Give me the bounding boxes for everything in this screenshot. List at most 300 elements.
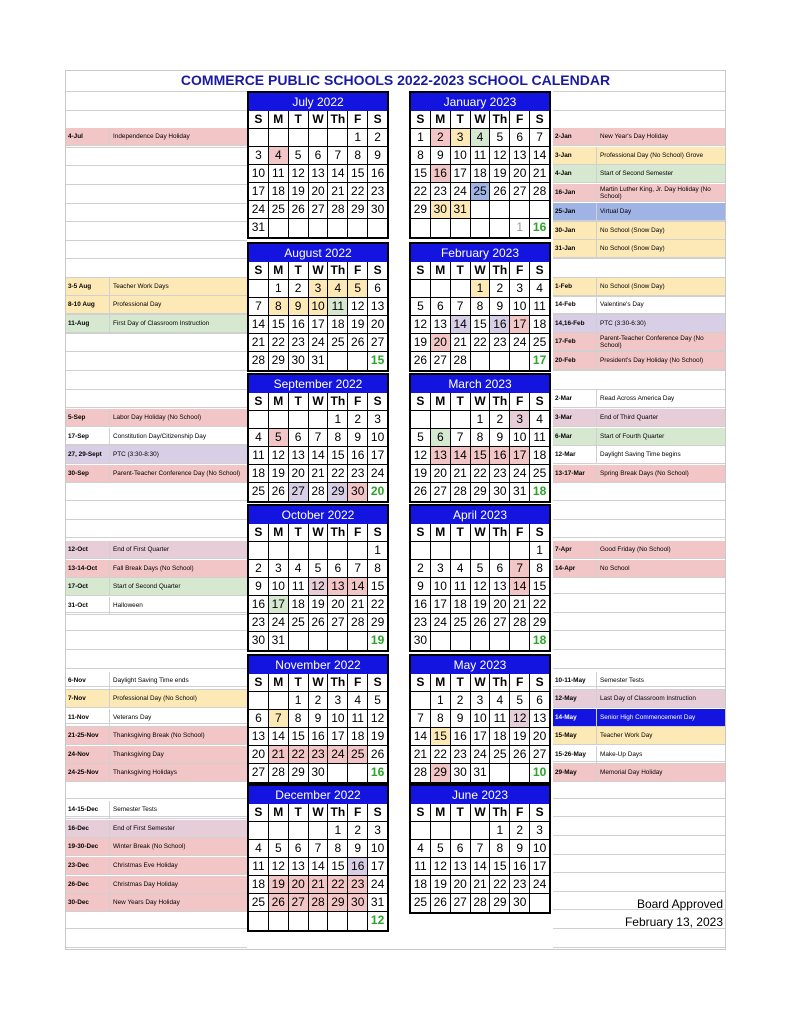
month-header: December 2022 [249,786,387,804]
left-event-row [66,764,247,782]
day-cell [309,129,329,147]
day-cell: 26 [471,614,491,632]
day-cell: 17 [451,165,471,183]
grid-line [66,165,247,166]
day-cell: 29 [348,201,368,219]
month-calendar [409,242,551,372]
instruction-day-count: 15 [370,353,385,367]
day-cell [249,129,269,147]
day-cell [490,201,510,219]
day-cell: 18 [269,183,289,201]
week-row [411,542,549,560]
day-cell: 1 [328,411,348,429]
day-cell: 24 [328,746,348,764]
event-date: 17-Feb [553,333,597,350]
event-description: Christmas Day Holiday [113,881,178,888]
right-event-row [553,409,725,427]
day-cell [490,219,510,237]
right-event-row [553,560,725,578]
event-date: 14-Feb [553,296,597,313]
day-cell: 29 [328,483,348,501]
day-cell: 19 [471,596,491,614]
day-cell: 9 [451,710,471,728]
day-cell [289,912,309,930]
event-date: 27, 29-Sept [66,446,110,463]
day-cell: 4 [269,147,289,165]
day-cell [490,542,510,560]
left-event-row [66,128,247,146]
grid-line [553,947,725,948]
day-cell: 26 [411,352,431,370]
event-description: End of First Semester [113,825,175,832]
day-cell: 21 [328,183,348,201]
week-row [249,147,387,165]
day-cell: 22 [289,746,309,764]
grid-line [66,370,247,371]
day-cell: 9 [490,429,510,447]
day-cell [431,632,451,650]
day-cell: 25 [289,614,309,632]
day-cell: 31 [368,894,387,912]
left-event-row [66,727,247,745]
instruction-day-count: 16 [370,765,385,779]
weekday-label: Th [490,111,510,129]
day-cell [328,912,348,930]
week-row [249,447,387,465]
event-description: Martin Luther King, Jr. Day Holiday (No School) [600,185,711,200]
day-cell: 26 [368,746,387,764]
day-cell: 30 [348,894,368,912]
week-row [249,746,387,764]
right-event-row [553,390,725,408]
day-cell: 29 [328,894,348,912]
month-header: September 2022 [249,375,387,393]
day-cell: 13 [289,858,309,876]
day-cell [328,219,348,237]
event-date: 3-5 Aug [66,278,110,295]
month-header: June 2023 [411,786,549,804]
day-cell [348,352,368,370]
day-cell: 23 [490,334,510,352]
day-cell: 3 [368,411,387,429]
day-cell: 19 [510,728,530,746]
event-date: 7-Apr [553,541,597,558]
week-row [249,165,387,183]
day-cell [328,764,348,782]
right-event-row [553,465,725,483]
weekday-header-row [411,524,549,542]
day-cell: 1 [530,542,549,560]
day-cell: 10 [368,429,387,447]
day-cell: 13 [368,298,387,316]
day-cell: 5 [348,280,368,298]
weekday-label: T [289,524,309,542]
week-row [249,352,387,370]
day-cell: 21 [530,165,549,183]
week-row [249,632,387,650]
day-cell: 27 [431,352,451,370]
day-cell: 21 [249,334,269,352]
day-cell: 25 [530,465,549,483]
day-cell: 30 [289,352,309,370]
day-cell: 14 [411,728,431,746]
left-event-row [66,746,247,764]
day-cell: 9 [431,147,451,165]
day-cell [471,201,491,219]
day-cell: 23 [249,614,269,632]
day-cell: 11 [328,298,348,316]
day-cell: 18 [411,876,431,894]
right-event-row [553,315,725,333]
instruction-day-count: 20 [370,484,385,498]
day-cell: 18 [348,728,368,746]
event-date: 14-Apr [553,560,597,577]
month-calendar [247,242,389,372]
weekday-label: M [269,393,289,411]
month-calendar [409,504,551,652]
day-cell: 16 [348,858,368,876]
day-cell: 1 [289,692,309,710]
day-cell: 3 [530,822,549,840]
day-cell: 26 [289,201,309,219]
weekday-label: T [289,262,309,280]
day-cell: 25 [451,614,471,632]
weekday-label: S [411,524,431,542]
weekday-label: T [451,111,471,129]
weekday-header-row [411,393,549,411]
event-description: Teacher Work Day [600,732,653,739]
day-cell: 19 [289,183,309,201]
day-cell: 15 [368,578,387,596]
week-row [249,560,387,578]
day-cell: 26 [411,483,431,501]
day-cell [411,219,431,237]
weekday-label: F [348,524,368,542]
day-cell: 24 [309,334,329,352]
day-cell [368,219,387,237]
day-cell [510,542,530,560]
day-cell: 6 [451,840,471,858]
weekday-label: F [510,524,530,542]
right-event-row [553,352,725,370]
day-cell: 25 [471,183,491,201]
day-cell: 13 [289,447,309,465]
day-cell: 3 [431,560,451,578]
weekday-label: F [510,262,530,280]
day-cell: 23 [451,746,471,764]
day-cell: 2 [348,822,368,840]
grid-line [553,612,725,613]
day-cell: 17 [269,596,289,614]
weekday-label: F [348,674,368,692]
month-header: March 2023 [411,375,549,393]
weekday-label: W [471,524,491,542]
day-cell: 21 [309,465,329,483]
grid-line [66,947,247,948]
day-cell [348,219,368,237]
right-event-row [553,296,725,314]
day-cell: 16 [309,728,329,746]
weekday-label: W [471,674,491,692]
day-cell [451,219,471,237]
week-row [249,858,387,876]
day-cell: 23 [510,876,530,894]
instruction-day-count: 17 [532,353,547,367]
grid-line [553,891,725,892]
week-row [411,201,549,219]
weekday-label: M [431,111,451,129]
day-cell [411,542,431,560]
day-cell: 12 [348,298,368,316]
grid-line [66,630,247,631]
week-row [411,746,549,764]
grid-line [66,110,247,111]
day-cell [269,912,289,930]
day-cell: 28 [451,483,471,501]
weekday-label: W [309,524,329,542]
day-cell: 29 [289,764,309,782]
day-cell: 12 [471,578,491,596]
day-cell: 10 [269,578,289,596]
day-cell: 21 [348,596,368,614]
grid-line [553,630,725,631]
event-description: PTC (3:30-8:30) [113,451,159,458]
day-cell: 26 [269,894,289,912]
week-row [249,280,387,298]
day-cell: 23 [490,465,510,483]
day-cell: 23 [368,183,387,201]
day-cell: 17 [431,596,451,614]
day-cell: 27 [431,483,451,501]
day-cell: 18 [249,465,269,483]
day-cell [471,822,491,840]
day-cell: 7 [269,710,289,728]
day-cell: 14 [348,578,368,596]
day-cell: 6 [431,429,451,447]
week-row [411,352,549,370]
day-cell: 22 [269,334,289,352]
event-date: 14-May [553,709,597,726]
event-date: 12-Oct [66,541,110,558]
day-cell: 31 [510,483,530,501]
right-event-row [553,333,725,351]
day-cell: 14 [249,316,269,334]
weekday-label: T [451,674,471,692]
event-description: New Year's Day Holiday [600,133,668,140]
weekday-header-row [249,262,387,280]
day-cell: 26 [309,614,329,632]
day-cell: 27 [289,483,309,501]
day-cell: 16 [368,165,387,183]
day-cell: 14 [309,858,329,876]
day-cell: 14 [471,858,491,876]
day-cell: 30 [249,632,269,650]
event-description: Professional Day (No School) [113,695,197,702]
day-cell: 25 [249,483,269,501]
day-cell: 9 [249,578,269,596]
week-row [249,465,387,483]
event-description: Start of Fourth Quarter [600,433,665,440]
weekday-label: Th [328,674,348,692]
grid-line [66,91,247,92]
day-cell: 16 [510,858,530,876]
day-cell: 1 [471,411,491,429]
day-cell: 6 [510,129,530,147]
grid-line [553,593,725,594]
grid-line [553,872,725,873]
right-event-row [553,222,725,240]
week-row [411,183,549,201]
event-date: 12-Mar [553,446,597,463]
day-cell: 15 [411,165,431,183]
day-cell: 14 [269,728,289,746]
day-cell: 5 [411,429,431,447]
month-calendar [247,91,389,239]
left-event-row [66,541,247,559]
event-date: 11-Aug [66,315,110,332]
day-cell: 8 [471,429,491,447]
day-cell: 3 [249,147,269,165]
grid-line [553,519,725,520]
week-row [411,632,549,650]
day-cell: 15 [490,858,510,876]
day-cell: 19 [269,465,289,483]
weekday-label: F [348,393,368,411]
day-cell: 31 [249,219,269,237]
day-cell [490,632,510,650]
month-header: April 2023 [411,506,549,524]
weekday-label: Th [328,262,348,280]
grid-line [553,110,725,111]
event-description: Professional Day [113,301,162,308]
left-event-row [66,709,247,727]
event-date: 13-14-Oct [66,560,110,577]
day-cell: 20 [451,876,471,894]
day-cell: 22 [348,183,368,201]
day-cell: 8 [530,560,549,578]
grid-line [66,147,247,148]
day-cell: 24 [530,876,549,894]
left-event-row [66,801,247,819]
day-cell: 2 [411,560,431,578]
weekday-label: W [309,674,329,692]
weekday-label: S [249,524,269,542]
day-cell: 12 [490,147,510,165]
event-description: Parent-Teacher Conference Day (No School) [600,334,704,349]
event-date: 30-Sep [66,465,110,482]
grid-line [553,649,725,650]
grid-line [66,258,247,259]
day-cell: 14 [510,578,530,596]
day-cell: 7 [309,840,329,858]
event-date: 5-Sep [66,409,110,426]
day-cell: 25 [269,201,289,219]
day-cell: 13 [309,165,329,183]
day-cell: 7 [309,429,329,447]
weekday-label: S [411,111,431,129]
grid-line [66,184,247,185]
day-cell: 5 [269,429,289,447]
day-cell: 8 [348,147,368,165]
weekday-label: W [309,393,329,411]
day-cell: 11 [411,858,431,876]
day-cell: 11 [249,447,269,465]
day-cell: 27 [490,614,510,632]
day-cell: 9 [348,429,368,447]
weekday-label: M [431,674,451,692]
weekday-label: S [530,674,549,692]
day-cell: 23 [348,465,368,483]
day-cell: 28 [510,614,530,632]
day-cell: 24 [431,614,451,632]
event-date: 4-Jan [553,165,597,182]
day-cell: 4 [451,560,471,578]
day-cell: 7 [328,147,348,165]
weekday-label: S [368,262,387,280]
day-cell: 13 [451,858,471,876]
day-cell: 16 [490,447,510,465]
event-date: 30-Jan [553,222,597,239]
day-cell: 6 [368,280,387,298]
day-cell [530,894,549,912]
day-cell: 22 [471,334,491,352]
day-cell: 27 [289,894,309,912]
day-cell [289,632,309,650]
event-date: 11-Nov [66,709,110,726]
weekday-label: W [471,393,491,411]
day-cell [249,542,269,560]
day-cell: 15 [348,165,368,183]
day-cell: 5 [490,129,510,147]
day-cell: 14 [309,447,329,465]
event-description: No School (Snow Day) [600,227,665,234]
day-cell: 6 [249,710,269,728]
week-row [249,201,387,219]
day-cell: 10 [431,578,451,596]
weekday-label: T [451,262,471,280]
week-row [249,596,387,614]
day-cell: 6 [289,429,309,447]
day-cell: 2 [289,280,309,298]
day-cell [309,219,329,237]
day-cell: 19 [348,316,368,334]
weekday-label: S [368,804,387,822]
day-cell: 7 [249,298,269,316]
weekday-label: S [411,804,431,822]
day-cell: 28 [348,614,368,632]
day-cell: 29 [368,614,387,632]
week-row [249,894,387,912]
month-header: July 2022 [249,93,387,111]
week-row [411,219,549,237]
page-title: COMMERCE PUBLIC SCHOOLS 2022-2023 SCHOOL CALENDAR [180,72,611,88]
day-cell [451,632,471,650]
day-cell: 15 [328,858,348,876]
day-cell: 7 [411,710,431,728]
weekday-label: S [249,804,269,822]
day-cell: 15 [471,316,491,334]
weekday-label: F [348,111,368,129]
day-cell: 22 [328,465,348,483]
week-row [411,894,549,912]
day-cell: 4 [249,429,269,447]
weekday-header-row [411,111,549,129]
day-cell: 26 [510,746,530,764]
grid-line [66,221,247,222]
weekday-label: M [269,262,289,280]
month-calendar [247,373,389,503]
day-cell: 29 [431,764,451,782]
